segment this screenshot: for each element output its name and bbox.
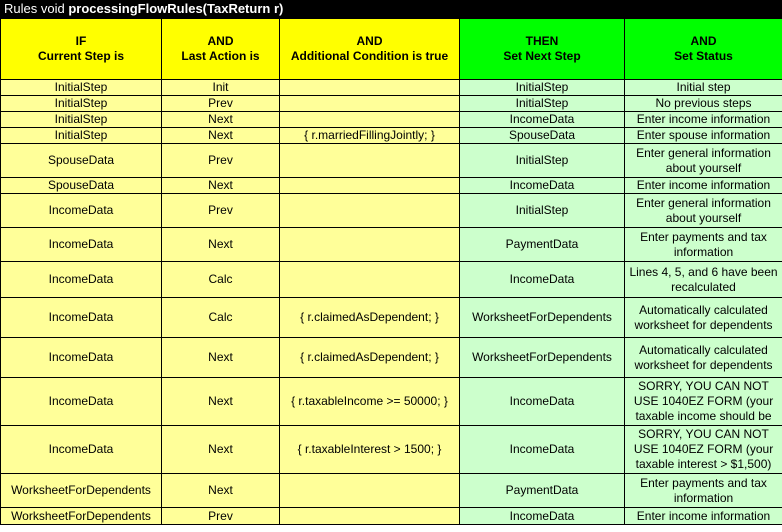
header-line1: AND xyxy=(690,34,717,48)
status-text: SORRY, YOU CAN NOT USE 1040EZ FORM (your taxable income should be xyxy=(633,379,774,423)
cell-last-action: Prev xyxy=(162,508,280,525)
cell-last-action: Next xyxy=(162,112,280,128)
status-text: SORRY, YOU CAN NOT USE 1040EZ FORM (your taxable interest > $1,500) xyxy=(633,427,774,471)
cell-condition: { r.claimedAsDependent; } xyxy=(280,298,460,338)
cell-status: Automatically calculated worksheet for dependents xyxy=(625,338,782,378)
cell-status xyxy=(625,378,782,426)
cell-condition: { r.claimedAsDependent; } xyxy=(280,338,460,378)
cell-last-action: Next xyxy=(162,178,280,194)
cell-condition xyxy=(280,508,460,525)
cell-current-step: InitialStep xyxy=(1,80,162,96)
header-line2: Last Action is xyxy=(181,49,260,63)
cell-last-action: Next xyxy=(162,128,280,144)
table-row xyxy=(1,194,782,228)
table-row xyxy=(1,144,782,178)
cell-next-step: IncomeData xyxy=(460,378,625,426)
cell-last-action: Next xyxy=(162,228,280,262)
header-line2: Set Next Step xyxy=(503,49,581,63)
cell-status: Lines 4, 5, and 6 have been recalculated xyxy=(625,262,782,298)
header-last-action xyxy=(162,19,280,80)
cell-condition xyxy=(280,228,460,262)
cell-condition: { r.taxableInterest > 1500; } xyxy=(280,426,460,474)
rules-title xyxy=(0,0,782,18)
cell-condition xyxy=(280,96,460,112)
table-row xyxy=(1,262,782,298)
cell-status: Enter payments and tax information xyxy=(625,228,782,262)
cell-last-action: Prev xyxy=(162,194,280,228)
header-row xyxy=(1,19,782,80)
cell-status xyxy=(625,426,782,474)
cell-last-action: Next xyxy=(162,426,280,474)
header-set-status xyxy=(625,19,782,80)
cell-last-action: Calc xyxy=(162,262,280,298)
cell-next-step: IncomeData xyxy=(460,112,625,128)
cell-current-step: IncomeData xyxy=(1,426,162,474)
cell-next-step: SpouseData xyxy=(460,128,625,144)
table-row xyxy=(1,426,782,474)
cell-last-action: Prev xyxy=(162,144,280,178)
cell-current-step: IncomeData xyxy=(1,262,162,298)
cell-status: Enter spouse information xyxy=(625,128,782,144)
cell-next-step: InitialStep xyxy=(460,194,625,228)
cell-current-step: IncomeData xyxy=(1,378,162,426)
header-line2: Set Status xyxy=(674,49,733,63)
cell-next-step: WorksheetForDependents xyxy=(460,298,625,338)
table-row xyxy=(1,96,782,112)
rules-title-prefix: Rules void xyxy=(4,1,69,16)
header-current-step xyxy=(1,19,162,80)
table-row xyxy=(1,80,782,96)
cell-current-step: InitialStep xyxy=(1,128,162,144)
cell-status: Enter income information xyxy=(625,112,782,128)
cell-status: Enter general information about yourself xyxy=(625,144,782,178)
cell-condition xyxy=(280,262,460,298)
cell-next-step: InitialStep xyxy=(460,144,625,178)
cell-status: No previous steps xyxy=(625,96,782,112)
cell-current-step: IncomeData xyxy=(1,298,162,338)
header-line1: IF xyxy=(75,34,87,48)
table-row xyxy=(1,378,782,426)
cell-last-action: Prev xyxy=(162,96,280,112)
cell-condition xyxy=(280,474,460,508)
cell-status: Enter income information xyxy=(625,508,782,525)
cell-current-step: InitialStep xyxy=(1,96,162,112)
cell-status: Enter payments and tax information xyxy=(625,474,782,508)
cell-current-step: IncomeData xyxy=(1,338,162,378)
rules-title-name: processingFlowRules(TaxReturn r) xyxy=(68,1,284,16)
table-row xyxy=(1,128,782,144)
header-next-step xyxy=(460,19,625,80)
cell-last-action: Next xyxy=(162,474,280,508)
cell-last-action: Init xyxy=(162,80,280,96)
cell-current-step: IncomeData xyxy=(1,228,162,262)
cell-next-step: IncomeData xyxy=(460,508,625,525)
cell-status: Enter general information about yourself xyxy=(625,194,782,228)
cell-current-step: WorksheetForDependents xyxy=(1,508,162,525)
cell-current-step: InitialStep xyxy=(1,112,162,128)
header-line1: THEN xyxy=(525,34,559,48)
header-line2: Additional Condition is true xyxy=(290,49,449,63)
rules-table xyxy=(0,18,782,525)
cell-last-action: Next xyxy=(162,338,280,378)
table-row xyxy=(1,474,782,508)
cell-next-step: IncomeData xyxy=(460,178,625,194)
cell-condition xyxy=(280,80,460,96)
cell-next-step: PaymentData xyxy=(460,474,625,508)
table-row xyxy=(1,338,782,378)
rules-body xyxy=(1,80,782,525)
table-row xyxy=(1,298,782,338)
header-additional-condition xyxy=(280,19,460,80)
cell-condition xyxy=(280,178,460,194)
table-row xyxy=(1,228,782,262)
cell-status: Enter income information xyxy=(625,178,782,194)
cell-condition xyxy=(280,112,460,128)
cell-status: Automatically calculated worksheet for dependents xyxy=(625,298,782,338)
cell-condition: { r.marriedFillingJointly; } xyxy=(280,128,460,144)
cell-status: Initial step xyxy=(625,80,782,96)
cell-condition xyxy=(280,144,460,178)
cell-current-step: SpouseData xyxy=(1,178,162,194)
cell-next-step: IncomeData xyxy=(460,426,625,474)
cell-current-step: WorksheetForDependents xyxy=(1,474,162,508)
cell-next-step: PaymentData xyxy=(460,228,625,262)
cell-condition xyxy=(280,194,460,228)
cell-condition: { r.taxableIncome >= 50000; } xyxy=(280,378,460,426)
cell-current-step: SpouseData xyxy=(1,144,162,178)
cell-next-step: WorksheetForDependents xyxy=(460,338,625,378)
cell-next-step: InitialStep xyxy=(460,80,625,96)
header-line1: AND xyxy=(356,34,383,48)
header-line2: Current Step is xyxy=(37,49,124,63)
cell-current-step: IncomeData xyxy=(1,194,162,228)
cell-next-step: IncomeData xyxy=(460,262,625,298)
table-row xyxy=(1,508,782,525)
table-row xyxy=(1,112,782,128)
header-line1: AND xyxy=(207,34,234,48)
cell-last-action: Next xyxy=(162,378,280,426)
table-row xyxy=(1,178,782,194)
cell-last-action: Calc xyxy=(162,298,280,338)
cell-next-step: InitialStep xyxy=(460,96,625,112)
